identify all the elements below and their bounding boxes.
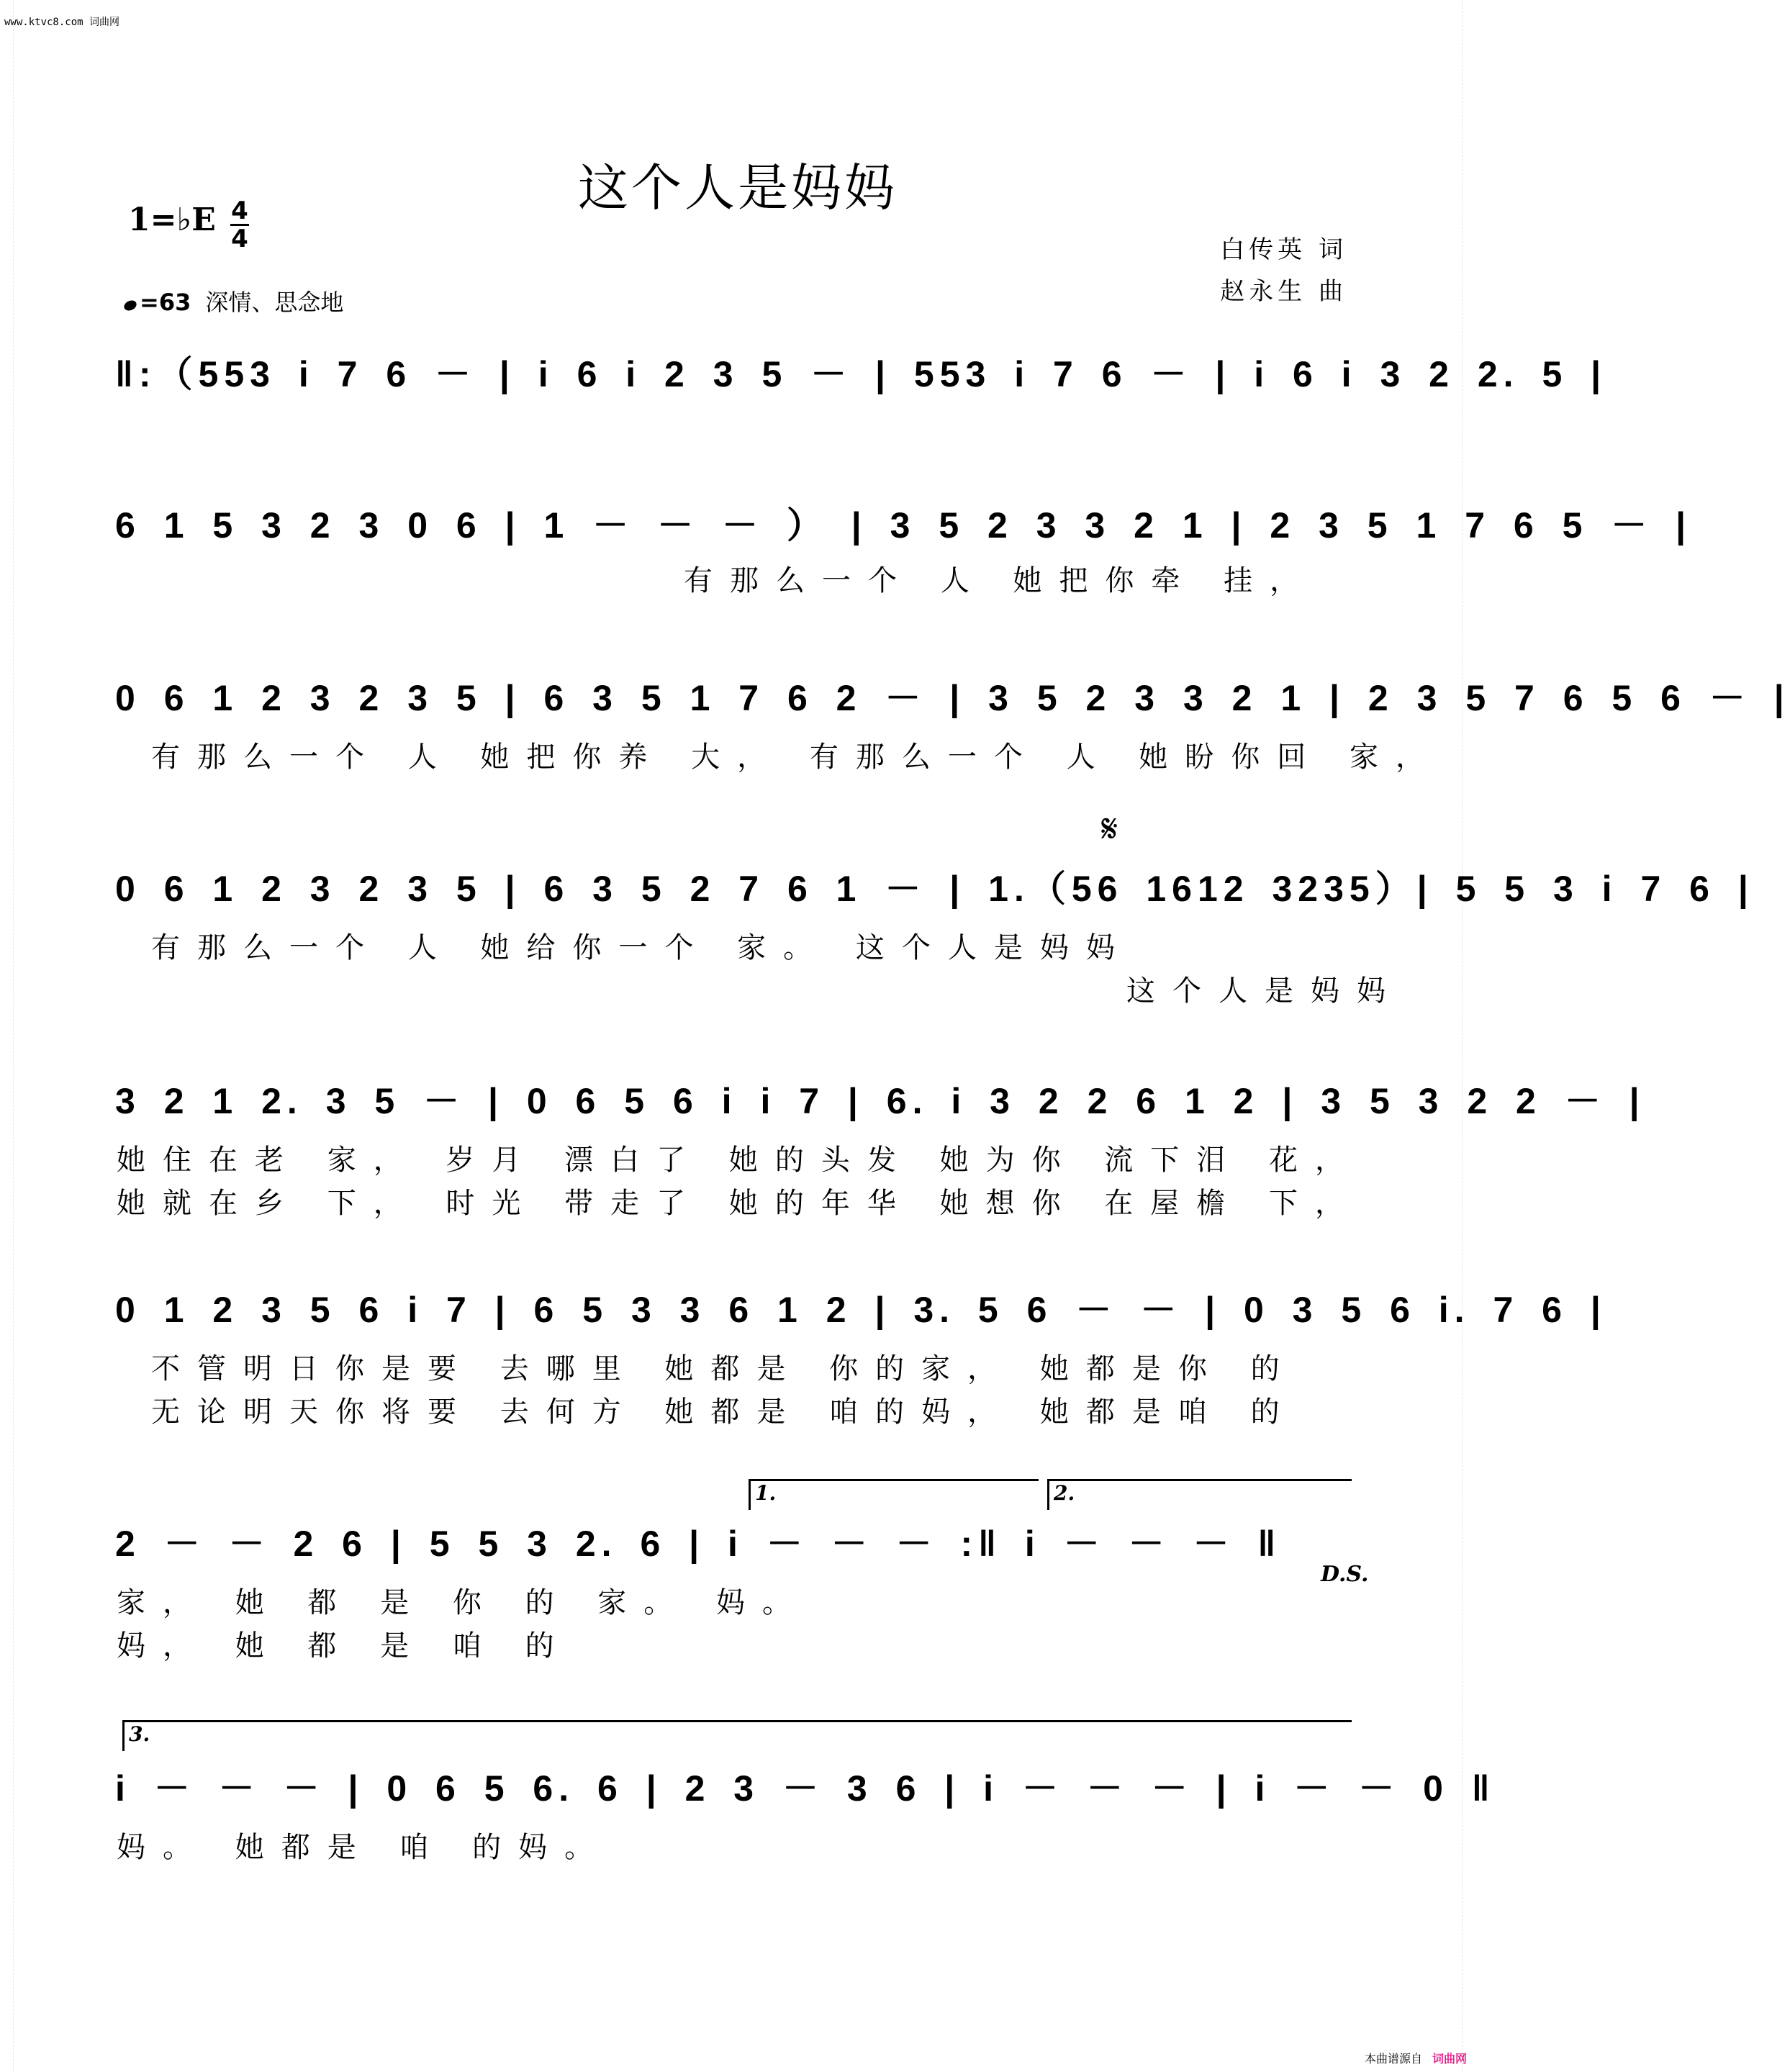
right-margin-strip <box>1462 0 1475 2072</box>
time-signature <box>230 198 249 252</box>
lyric-line: 有那么一个 人 她给你一个 家。 这个人是妈妈 <box>151 931 1132 964</box>
site-logo: 词曲网 <box>1432 2052 1467 2066</box>
first-ending-bracket: 1. <box>749 1479 1039 1510</box>
notation-row: 0 6 1 2 3 2 3 5 | 6 3 5 1 7 6 2 － | 3 5 2 3 3 2 1 | 2 3 5 7 6 5 6 － | <box>115 678 1790 718</box>
tempo-expression: 深情、思念地 <box>205 289 344 316</box>
segno-sign: 𝄋 <box>1101 806 1118 851</box>
site-url: www.ktvc8.com 词曲网 <box>4 17 120 28</box>
lyric-line: 有那么一个 人 她把你养 大， 有那么一个 人 她盼你回 家， <box>151 741 1442 774</box>
third-ending-bracket: 3. <box>122 1720 1352 1751</box>
dal-segno: D.S. <box>1321 1562 1369 1587</box>
lyric-line: 无论明天你将要 去何方 她都是 咱的妈， 她都是咱 的 <box>151 1395 1297 1429</box>
lyric-line: 家， 她 都 是 你 的 家。 妈。 <box>117 1586 809 1619</box>
lyric-line: 不管明日你是要 去哪里 她都是 你的家， 她都是你 的 <box>151 1352 1297 1385</box>
lyricist-credit: 白传英 词 <box>1220 235 1347 264</box>
second-ending-bracket: 2. <box>1047 1479 1352 1510</box>
left-margin-strip <box>0 0 14 2072</box>
lyric-line: 妈， 她 都 是 咱 的 <box>117 1629 571 1662</box>
credits <box>1220 229 1347 312</box>
lyric-line: 这个人是妈妈 <box>1126 974 1403 1008</box>
lyric-line: 她就在乡 下， 时光 带走了 她的年华 她想你 在屋檐 下， <box>117 1187 1362 1220</box>
footer-source: 本曲谱源自 词曲网 <box>1364 2052 1467 2066</box>
tempo-bpm: =63 <box>140 289 191 316</box>
notation-row: 2 － － 2 6 | 5 5 3 2. 6 | i － － － :‖ i － － － ‖ <box>115 1524 1282 1564</box>
time-numerator: 4 <box>231 196 248 225</box>
quarter-note-icon <box>122 299 138 312</box>
notation-row: 3 2 1 2. 3 5 － | 0 6 5 6 i i 7 | 6. i 3 2 2 6 1 2 | 3 5 3 2 2 － | <box>115 1081 1645 1121</box>
notation-row: 0 6 1 2 3 2 3 5 | 6 3 5 2 7 6 1 － | 1.（56 1612 3235）| 5 5 3 i 7 6 | <box>115 869 1754 909</box>
time-denominator: 4 <box>231 225 248 253</box>
lyric-line: 有那么一个 人 她把你牵 挂， <box>684 564 1316 597</box>
tempo-marking <box>124 284 343 317</box>
song-title: 这个人是妈妈 <box>578 158 898 217</box>
lyric-line: 妈。 她都是 咱 的妈。 <box>117 1831 611 1864</box>
composer-credit: 赵永生 曲 <box>1220 277 1347 306</box>
notation-row: 6 1 5 3 2 3 0 6 | 1 － － － ） | 3 5 2 3 3 2 1 | 2 3 5 1 7 6 5 － | <box>115 505 1692 546</box>
lyric-line: 她住在老 家， 岁月 漂白了 她的头发 她为你 流下泪 花， <box>117 1144 1362 1177</box>
notation-row: 0 1 2 3 5 6 i 7 | 6 5 3 3 6 1 2 | 3. 5 6 － － | 0 3 5 6 i. 7 6 | <box>115 1290 1606 1330</box>
notation-row: ‖:（553 i 7 6 － | i 6 i 2 3 5 － | 553 i 7 6 － | i 6 i 3 2 2. 5 | <box>115 354 1607 394</box>
notation-row: i － － － | 0 6 5 6. 6 | 2 3 － 3 6 | i － － － | i － － 0 ‖ <box>115 1768 1496 1809</box>
key-signature: 1=♭E <box>128 202 216 238</box>
